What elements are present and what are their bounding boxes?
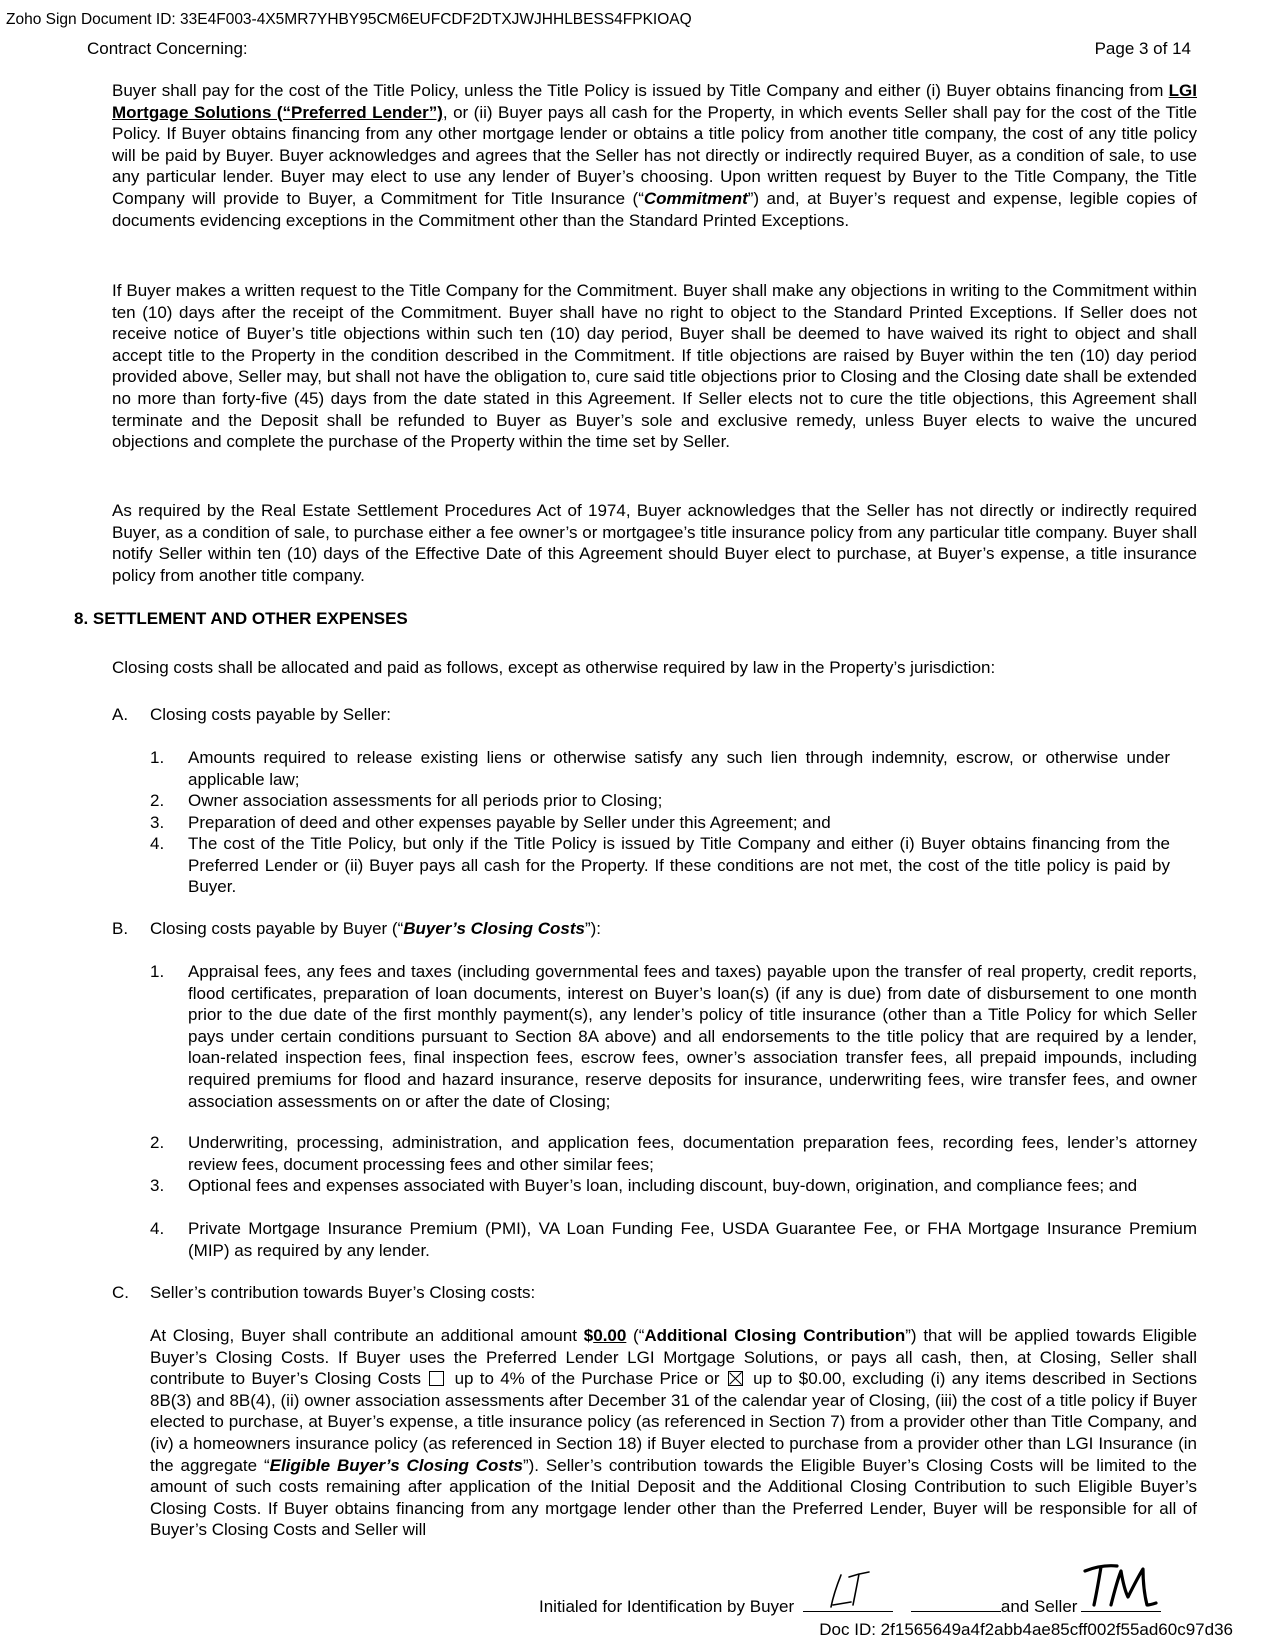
para1-text-3: ”) and, at Buyer’s request and expense, legible copies of documents evidencing exceptions in the Commitment other than the Standard Printed Exceptions.	[112, 188, 1197, 230]
buyer-initials-signature	[803, 1567, 893, 1611]
list-item-number: 3.	[150, 1176, 165, 1195]
footer-doc-id: Doc ID: 2f1565649a4f2abb4ae85cff002f55ad60c97d36	[819, 1620, 1233, 1639]
list-item	[150, 1175, 1197, 1197]
subsection-b-title	[150, 918, 601, 940]
list-item	[150, 1132, 1197, 1175]
list-item-number: 1.	[150, 962, 165, 981]
list-item-text: Private Mortgage Insurance Premium (PMI), VA Loan Funding Fee, USDA Guarantee Fee, or FHA Mortgage Insurance Premium (MIP) as required by any lender.	[188, 1219, 1197, 1260]
commitment-term: Commitment	[643, 188, 748, 208]
contribution-text-4: up to $0.00, excluding (i) any items described in Sections 8B(3) and 8B(4), (ii) owner association assessments after December 31 of the calendar year of Closing, (iii) the cost of a title policy if Buyer elected to purchase, at Buyer’s expense, a title insurance policy (as referenced in Section 7) from a provider other than Title Company, and (iv) a homeowners insurance policy (as referenced in Section 18) if Buyer elected to purchase from a provider other than LGI Insurance (in the aggregate “	[150, 1369, 1197, 1475]
list-item-text: Underwriting, processing, administration, and application fees, documentation preparation fees, recording fees, lender’s attorney review fees, document processing fees and other similar fees;	[188, 1133, 1197, 1174]
list-item-text: Amounts required to release existing liens or otherwise satisfy any such lien through indemnity, escrow, or otherwise under applicable law;	[188, 748, 1170, 789]
subsection-b-title-post: ”):	[584, 919, 601, 938]
additional-closing-contribution-term: Additional Closing Contribution	[644, 1326, 906, 1345]
list-item-number: 4.	[150, 1219, 165, 1238]
para1-text-1: Buyer shall pay for the cost of the Title Policy, unless the Title Policy is issued by Title Company and either (i) Buyer obtains financing from	[112, 81, 1169, 100]
list-item-text: Optional fees and expenses associated with Buyer’s loan, including discount, buy-down, origination, and compliance fees; and	[188, 1176, 1138, 1195]
amount-currency-symbol: $	[583, 1326, 594, 1345]
seller-contribution-paragraph	[150, 1325, 1197, 1541]
list-item	[150, 961, 1197, 1112]
initials-label: Initialed for Identification by Buyer	[539, 1597, 795, 1616]
list-item-text: The cost of the Title Policy, but only if the Title Policy is issued by Title Company and either (i) Buyer obtains financing from the Preferred Lender or (ii) Buyer pays all cash for the Property. If these conditions are not met, the cost of the title policy is paid by Buyer.	[188, 834, 1170, 897]
eligible-buyers-closing-costs-term: Eligible Buyer’s Closing Costs	[269, 1455, 523, 1475]
title-policy-paragraph	[112, 80, 1197, 231]
option-4-percent-label: up to 4% of the Purchase Price or	[454, 1369, 720, 1389]
list-item	[150, 1218, 1197, 1261]
option-4-percent-checkbox[interactable]	[429, 1371, 444, 1386]
title-objections-paragraph: If Buyer makes a written request to the Title Company for the Commitment. Buyer shall make any objections in writing to the Commitment within ten (10) days after the receipt of the Commitment. Buyer shall have no right to object to the Standard Printed Exceptions. If Seller does not receive notice of Buyer’s title objections within such ten (10) day period, Buyer shall be deemed to have waived its right to object and shall accept title to the Property in the condition described in the Commitment. If title objections are raised by Buyer within the ten (10) day period provided above, Seller may, but shall not have the obligation to, cure said title objections prior to Closing and the Closing date shall be extended no more than forty-five (45) days from the date stated in this Agreement. If Seller elects not to cure the title objections, this Agreement shall terminate and the Deposit shall be refunded to Buyer as Buyer’s sole and exclusive remedy, unless Buyer elects to waive the uncured objections and complete the purchase of the Property within the time set by Seller.	[112, 281, 1197, 452]
section-8-intro: Closing costs shall be allocated and paid as follows, except as otherwise required by law in the Property’s jurisdiction:	[112, 658, 996, 677]
initials-footer	[539, 1595, 1161, 1617]
list-item-text: Appraisal fees, any fees and taxes (including governmental fees and taxes) payable upon the transfer of real property, credit reports, flood certificates, preparation of loan documents, interest on Buyer’s loan(s) (if any is due) from date of disbursement to one month prior to the due date of the first monthly payment(s), any lender’s policy of title insurance (other than a Title Policy for which Seller pays under certain conditions pursuant to Section 8A above) and all endorsements to the title policy that are required by a lender, loan-related inspection fees, final inspection fees, escrow fees, owner’s association transfer fees, all prepaid impounds, including required premiums for flood and hazard insurance, reserve deposits for insurance, underwriting fees, wire transfer fees, and owner association assessments on or after the date of Closing;	[188, 962, 1197, 1111]
subsection-b-title-pre: Closing costs payable by Buyer (“	[150, 919, 404, 938]
contribution-text-1: At Closing, Buyer shall contribute an additional amount	[150, 1326, 584, 1345]
section-8-heading: 8. SETTLEMENT AND OTHER EXPENSES	[74, 609, 408, 628]
subsection-a-letter: A.	[112, 705, 129, 724]
subsection-c-title: Seller’s contribution towards Buyer’s Closing costs:	[150, 1283, 536, 1302]
subsection-c-letter: C.	[112, 1283, 129, 1302]
subsection-a-title: Closing costs payable by Seller:	[150, 705, 391, 724]
additional-contribution-amount	[584, 1326, 627, 1345]
list-item-number: 2.	[150, 791, 165, 810]
list-item	[150, 790, 1170, 812]
list-item-number: 3.	[150, 813, 165, 832]
contribution-text-5: ”). Seller’s contribution towards the Eligible Buyer’s Closing Costs will be limited to the amount of such costs remaining after application of the Initial Deposit and the Additional Closing Contribution to such Eligible Buyer’s Closing Costs. If Buyer obtains financing from any mortgage lender other than the Preferred Lender, Buyer will be responsible for all of Buyer’s Closing Costs and Seller will	[150, 1455, 1198, 1540]
list-item	[150, 833, 1170, 898]
buyer2-initials-field[interactable]	[911, 1595, 1001, 1612]
contribution-text-2: (“	[626, 1326, 645, 1345]
seller-initials-signature	[1081, 1559, 1161, 1611]
and-seller-label: and Seller	[1000, 1597, 1078, 1616]
subsection-b-letter: B.	[112, 919, 129, 938]
list-item	[150, 747, 1170, 790]
list-item-number: 1.	[150, 748, 165, 767]
para1-text-2: , or (ii) Buyer pays all cash for the Property, in which events Seller shall pay for the cost of the Title Policy. If Buyer obtains financing from any other mortgage lender or obtains a title policy from another title company, the cost of any title policy will be paid by Buyer. Buyer acknowledges and agrees that the Seller has not directly or indirectly required Buyer, as a condition of sale, to use any particular lender. Buyer may elect to use any lender of Buyer’s choosing. Upon written request by Buyer to the Title Company, the Title Company will provide to Buyer, a Commitment for Title Insurance (“	[112, 102, 1197, 208]
zoho-document-id: Zoho Sign Document ID: 33E4F003-4X5MR7YHBY95CM6EUFCDF2DTXJWJHHLBESS4FPKIOAQ	[6, 11, 692, 28]
contract-concerning-label: Contract Concerning:	[87, 39, 248, 58]
preferred-lender-name: LGI Mortgage Solutions (“Preferred Lender”)	[112, 81, 1197, 122]
seller-initials-field[interactable]	[1081, 1595, 1161, 1612]
option-fixed-amount-checkbox[interactable]	[728, 1371, 743, 1386]
contribution-text-3: ”) that will be applied towards Eligible Buyer’s Closing Costs. If Buyer uses the Preferred Lender LGI Mortgage Solutions, or pays all cash, then, at Closing, Seller shall contribute to Buyer’s Closing Costs	[150, 1326, 1198, 1389]
page-number: Page 3 of 14	[1094, 39, 1191, 58]
buyers-closing-costs-term: Buyer’s Closing Costs	[403, 919, 585, 938]
list-item-text: Owner association assessments for all periods prior to Closing;	[188, 791, 663, 810]
list-item-number: 2.	[150, 1133, 165, 1152]
list-item-text: Preparation of deed and other expenses payable by Seller under this Agreement; and	[188, 813, 831, 832]
respa-paragraph: As required by the Real Estate Settlement Procedures Act of 1974, Buyer acknowledges that the Seller has not directly or indirectly required Buyer, as a condition of sale, to purchase either a fee owner’s or mortgagee’s title insurance policy from any particular title company. Buyer shall notify Seller within ten (10) days of the Effective Date of this Agreement should Buyer elect to purchase, at Buyer’s expense, a title insurance policy from another title company.	[112, 501, 1197, 585]
list-item-number: 4.	[150, 834, 165, 853]
buyer-initials-field[interactable]	[803, 1595, 893, 1612]
amount-value: 0.00	[593, 1326, 627, 1345]
list-item	[150, 812, 1170, 834]
